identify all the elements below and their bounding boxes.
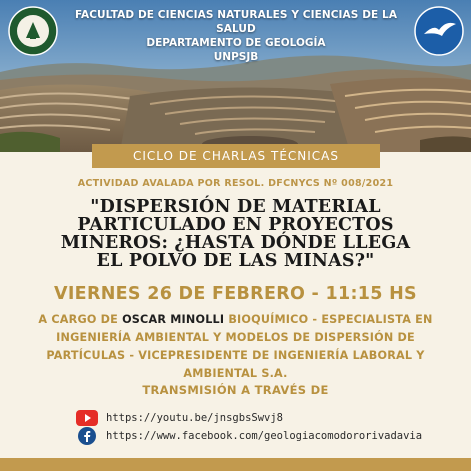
faculty-name: FACULTAD DE CIENCIAS NATURALES Y CIENCIAS DE LA SALUD [74, 9, 398, 35]
bio-line: AMBIENTAL S.A. [183, 367, 288, 380]
title-line: PARTICULADO EN PROYECTOS [77, 215, 394, 235]
speaker-name: OSCAR MINOLLI [122, 313, 225, 326]
bio-prefix: A CARGO DE [38, 313, 123, 326]
bio-line: PARTÍCULAS - VICEPRESIDENTE DE INGENIERÍA LABORAL Y [46, 349, 425, 362]
university-acronym: UNPSJB [213, 51, 259, 63]
facebook-link[interactable]: https://www.facebook.com/geologiacomodororivadavia [106, 430, 423, 442]
title-line: MINEROS: ¿HASTA DÓNDE LLEGA [60, 233, 411, 253]
transmission-heading: TRANSMISIÓN A TRAVÉS DE [142, 383, 329, 397]
department-name: DEPARTAMENTO DE GEOLOGÍA [146, 37, 326, 49]
youtube-link[interactable]: https://youtu.be/jnsgbsSwvj8 [106, 412, 284, 424]
title-line: EL POLVO DE LAS MINAS?" [96, 251, 375, 271]
talk-title [20, 198, 451, 270]
bio-line: INGENIERÍA AMBIENTAL Y MODELOS DE DISPERSIÓN DE [56, 331, 415, 344]
youtube-link-row[interactable] [76, 409, 283, 427]
bio-line [14, 311, 457, 329]
bird-logo-icon [414, 6, 464, 56]
facebook-icon [76, 428, 98, 444]
bio-title: BIOQUÍMICO - ESPECIALISTA EN [224, 313, 433, 326]
event-date: VIERNES 26 DE FEBRERO - 11:15 HS [54, 284, 417, 304]
facebook-link-row[interactable] [76, 427, 422, 445]
university-seal-icon [8, 6, 58, 56]
bottom-bar [0, 458, 471, 471]
endorsement-note: ACTIVIDAD AVALADA POR RESOL. DFCNYCS Nº 008/2021 [77, 178, 394, 189]
speaker-bio [14, 311, 457, 383]
series-ribbon: CICLO DE CHARLAS TÉCNICAS [92, 144, 380, 168]
title-line: "DISPERSIÓN DE MATERIAL [90, 197, 381, 217]
header [60, 8, 412, 64]
youtube-icon [76, 410, 98, 426]
